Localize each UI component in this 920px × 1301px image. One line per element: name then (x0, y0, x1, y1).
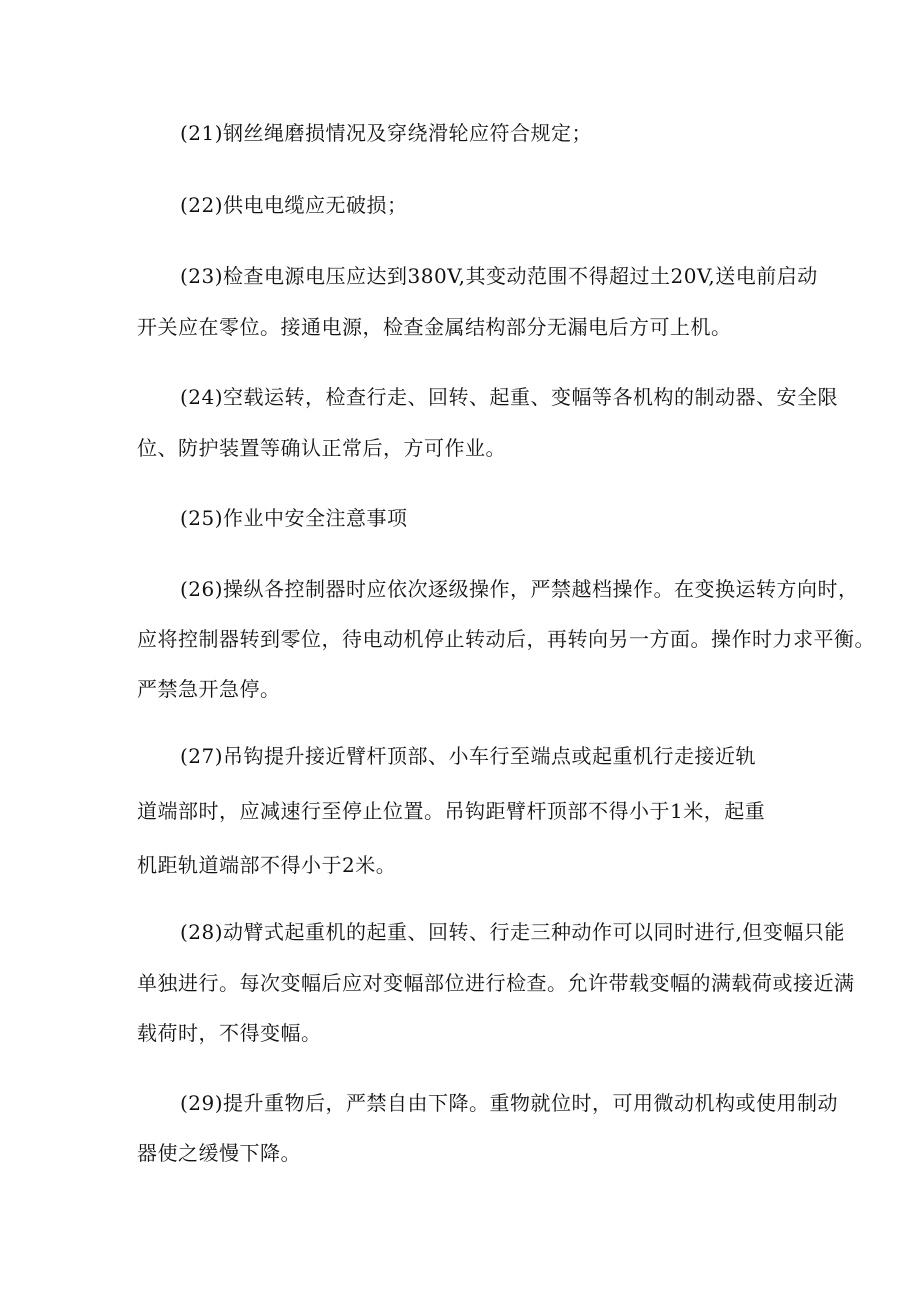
item-28-line-3: 载荷时，不得变幅。 (137, 1021, 322, 1045)
item-21-line-1: (21)钢丝绳磨损情况及穿绕滑轮应符合规定； (180, 121, 593, 145)
item-27-line-1: (27)吊钩提升接近臂杆顶部、小车行至端点或起重机行走接近轨 (180, 744, 757, 768)
item-27-line-3: 机距轨道端部不得小于2米。 (137, 853, 397, 877)
item-26-line-1: (26)操纵各控制器时应依次逐级操作，严禁越档操作。在变换运转方向时， (180, 577, 859, 601)
item-24-line-2: 位、防护装置等确认正常后，方可作业。 (137, 436, 506, 460)
item-24-line-1: (24)空载运转，检查行走、回转、起重、变幅等各机构的制动器、安全限 (180, 385, 839, 409)
item-29-line-1: (29)提升重物后，严禁自由下降。重物就位时，可用微动机构或使用制动 (180, 1091, 839, 1115)
item-25-line-1: (25)作业中安全注意事项 (180, 506, 408, 530)
item-28-line-1: (28)动臂式起重机的起重、回转、行走三种动作可以同时进行,但变幅只能 (180, 920, 845, 944)
item-26-line-2: 应将控制器转到零位，待电动机停止转动后，再转向另一方面。操作时力求平衡。 (137, 627, 875, 651)
item-22-line-1: (22)供电电缆应无破损； (180, 193, 408, 217)
item-23-line-1: (23)检查电源电压应达到380V,其变动范围不得超过土20V,送电前启动 (180, 264, 818, 288)
item-28-line-2: 单独进行。每次变幅后应对变幅部位进行检查。允许带载变幅的满载荷或接近满 (137, 971, 855, 995)
item-23-line-2: 开关应在零位。接通电源，检查金属结构部分无漏电后方可上机。 (137, 315, 732, 339)
item-29-line-2: 器使之缓慢下降。 (137, 1141, 301, 1165)
item-26-line-3: 严禁急开急停。 (137, 677, 281, 701)
item-27-line-2: 道端部时，应减速行至停止位置。吊钩距臂杆顶部不得小于1米，起重 (137, 799, 766, 823)
